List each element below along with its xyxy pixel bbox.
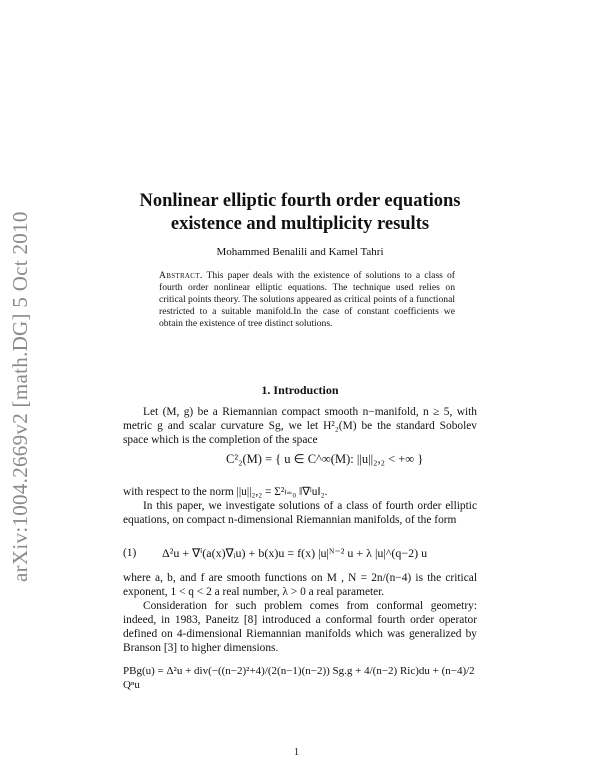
paragraph-investigate: In this paper, we investigate solutions of a class of fourth order elliptic equations, on compact n-dimensional Riemannian manifolds, of the form: [123, 500, 477, 526]
authors: Mohammed Benalili and Kamel Tahri: [216, 246, 384, 258]
abstract-label: Abstract.: [159, 270, 203, 281]
paragraph-where: where a, b, and f are smooth functions on M , N = 2n/(n−4) is the critical exponent, 1 < q < 2 a real number, λ > 0 a real parameter.: [123, 572, 477, 598]
arxiv-identifier[interactable]: arXiv:1004.2669v2 [math.DG] 5 Oct 2010: [8, 211, 32, 582]
paragraph-intro: Let (M, g) be a Riemannian compact smooth n−manifold, n ≥ 5, with metric g and scalar curvature Sg, we let H²₂(M) be the standard Sobolev space which is the completion of the space: [123, 406, 477, 446]
equation-number: (1): [123, 547, 137, 559]
equation-paneitz-branson: PBg(u) = Δ²u + div(−((n−2)²+4)/(2(n−1)(n−2)) Sg.g + 4/(n−2) Ric)du + (n−4)/2 Qⁿu: [123, 665, 475, 691]
paper-title: [100, 190, 500, 236]
title-line-2: existence and multiplicity results: [170, 214, 430, 234]
title-line-1: Nonlinear elliptic fourth order equations: [139, 191, 461, 211]
paragraph-norm: with respect to the norm ||u||₂,₂ = Σ²ₗ₌₀ ‖∇ˡu‖₂.: [123, 486, 328, 498]
equation-main: Δ²u + ∇ⁱ(a(x)∇ᵢu) + b(x)u = f(x) |u|ᴺ⁻² u + λ |u|^(q−2) u: [162, 546, 428, 560]
equation-space-definition: C²₂(M) = { u ∈ C^∞(M): ||u||₂,₂ < +∞ }: [226, 452, 424, 466]
abstract: [159, 270, 455, 330]
paragraph-conformal: Consideration for such problem comes from conformal geometry: indeed, in 1983, Paneitz [8] introduced a conformal fourth order operator defined on 4-dimensional Riemannian manifolds which was generalized by Branson [3] to higher dimensions.: [123, 600, 477, 654]
abstract-text: This paper deals with the existence of solutions to a class of fourth order nonlinear elliptic equations. The technique used relies on critical points theory. The solutions appeared as critical points of a functional restricted to a suitable manifold.In the case of constant coefficients we obtain the existence of tree distinct solutions.: [159, 270, 455, 330]
section-heading: 1. Introduction: [261, 383, 339, 397]
page-number: 1: [294, 747, 299, 758]
